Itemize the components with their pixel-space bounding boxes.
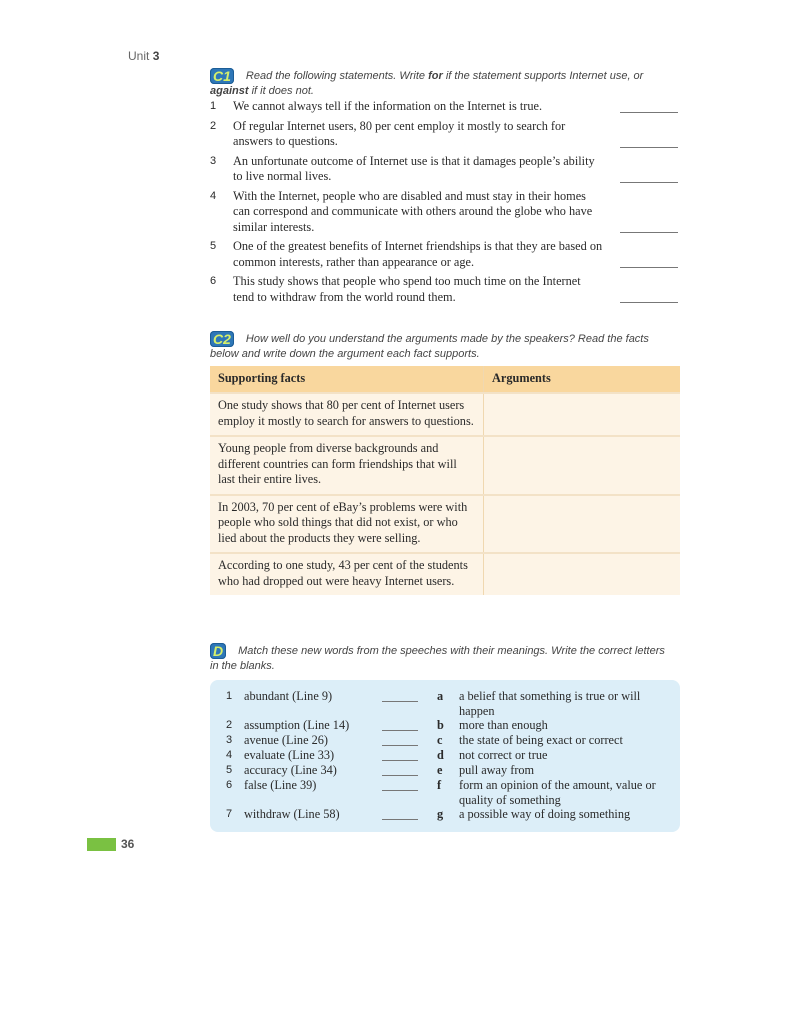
c2-instruction: C2 How well do you understand the arguments made by the speakers? Read the facts below and write down the argument each fact supports. [210,331,649,360]
unit-number: 3 [152,49,160,63]
header-supporting-facts: Supporting facts [210,366,484,393]
answer-blank[interactable] [382,745,418,746]
header-arguments: Arguments [484,366,681,393]
table-row [210,553,680,595]
table-row [210,495,680,554]
answer-blank[interactable] [382,819,418,820]
answer-blank[interactable] [620,232,678,233]
answer-blank[interactable] [382,790,418,791]
table-row [210,436,680,495]
table-row [210,393,680,436]
c1-statement: 2 Of regular Internet users, 80 per cent employ it mostly to search for answers to questions. [210,119,680,150]
fact-cell: One study shows that 80 per cent of Internet users employ it mostly to search for answers to questions. [210,393,484,436]
c1-badge: C1 [210,68,234,84]
answer-blank[interactable] [620,147,678,148]
table-header-row [210,366,680,393]
fact-cell: Young people from diverse backgrounds and different countries can form friendships that will last their entire lives. [210,436,484,495]
c2-table [210,366,680,595]
answer-blank[interactable] [382,701,418,702]
d-matching-box: 1 abundant (Line 9) a a belief that something is true or will happen 2 assumption (Line 14) b more than enough 3 avenue (Line 26) c the state of being exact or correct 4 evaluate (Line 33) d not correct or true 5 accuracy (Line 34) e pull away from 6 false (Line 39) f form an opinion of the amount, value or quality of something 7 withdraw (Line 58) g a possible way of doing something [210,680,680,832]
answer-blank[interactable] [382,730,418,731]
c1-statement: 6 This study shows that people who spend too much time on the Internet tend to withdraw from the world round them. [210,274,680,305]
argument-cell[interactable] [484,393,681,436]
c2-badge: C2 [210,331,234,347]
fact-cell: In 2003, 70 per cent of eBay’s problems were with people who sold things that did not exist, or who lied about the products they were selling. [210,495,484,554]
c1-statement: 3 An unfortunate outcome of Internet use is that it damages people’s ability to live normal lives. [210,154,680,185]
unit-label: Unit 3 [128,49,160,63]
c1-statement: 4 With the Internet, people who are disabled and must stay in their homes can correspond and communicate with others around the globe who have similar interests. [210,189,680,236]
page-number-bar [87,838,116,851]
fact-cell: According to one study, 43 per cent of the students who had dropped out were heavy Internet users. [210,553,484,595]
answer-blank[interactable] [620,182,678,183]
answer-blank[interactable] [382,775,418,776]
argument-cell[interactable] [484,553,681,595]
d-instruction: D Match these new words from the speeches with their meanings. Write the correct letters in the blanks. [210,643,665,672]
c1-statement-list [210,99,680,309]
argument-cell[interactable] [484,436,681,495]
answer-blank[interactable] [620,267,678,268]
answer-blank[interactable] [382,760,418,761]
argument-cell[interactable] [484,495,681,554]
c1-statement: 5 One of the greatest benefits of Internet friendships is that they are based on common interests, rather than appearance or age. [210,239,680,270]
d-badge: D [210,643,226,659]
c1-instruction: C1 Read the following statements. Write for if the statement supports Internet use, or against if it does not. [210,68,644,97]
answer-blank[interactable] [620,302,678,303]
answer-blank[interactable] [620,112,678,113]
page-number: 36 [121,837,135,851]
c1-statement: 1 We cannot always tell if the information on the Internet is true. [210,99,680,115]
